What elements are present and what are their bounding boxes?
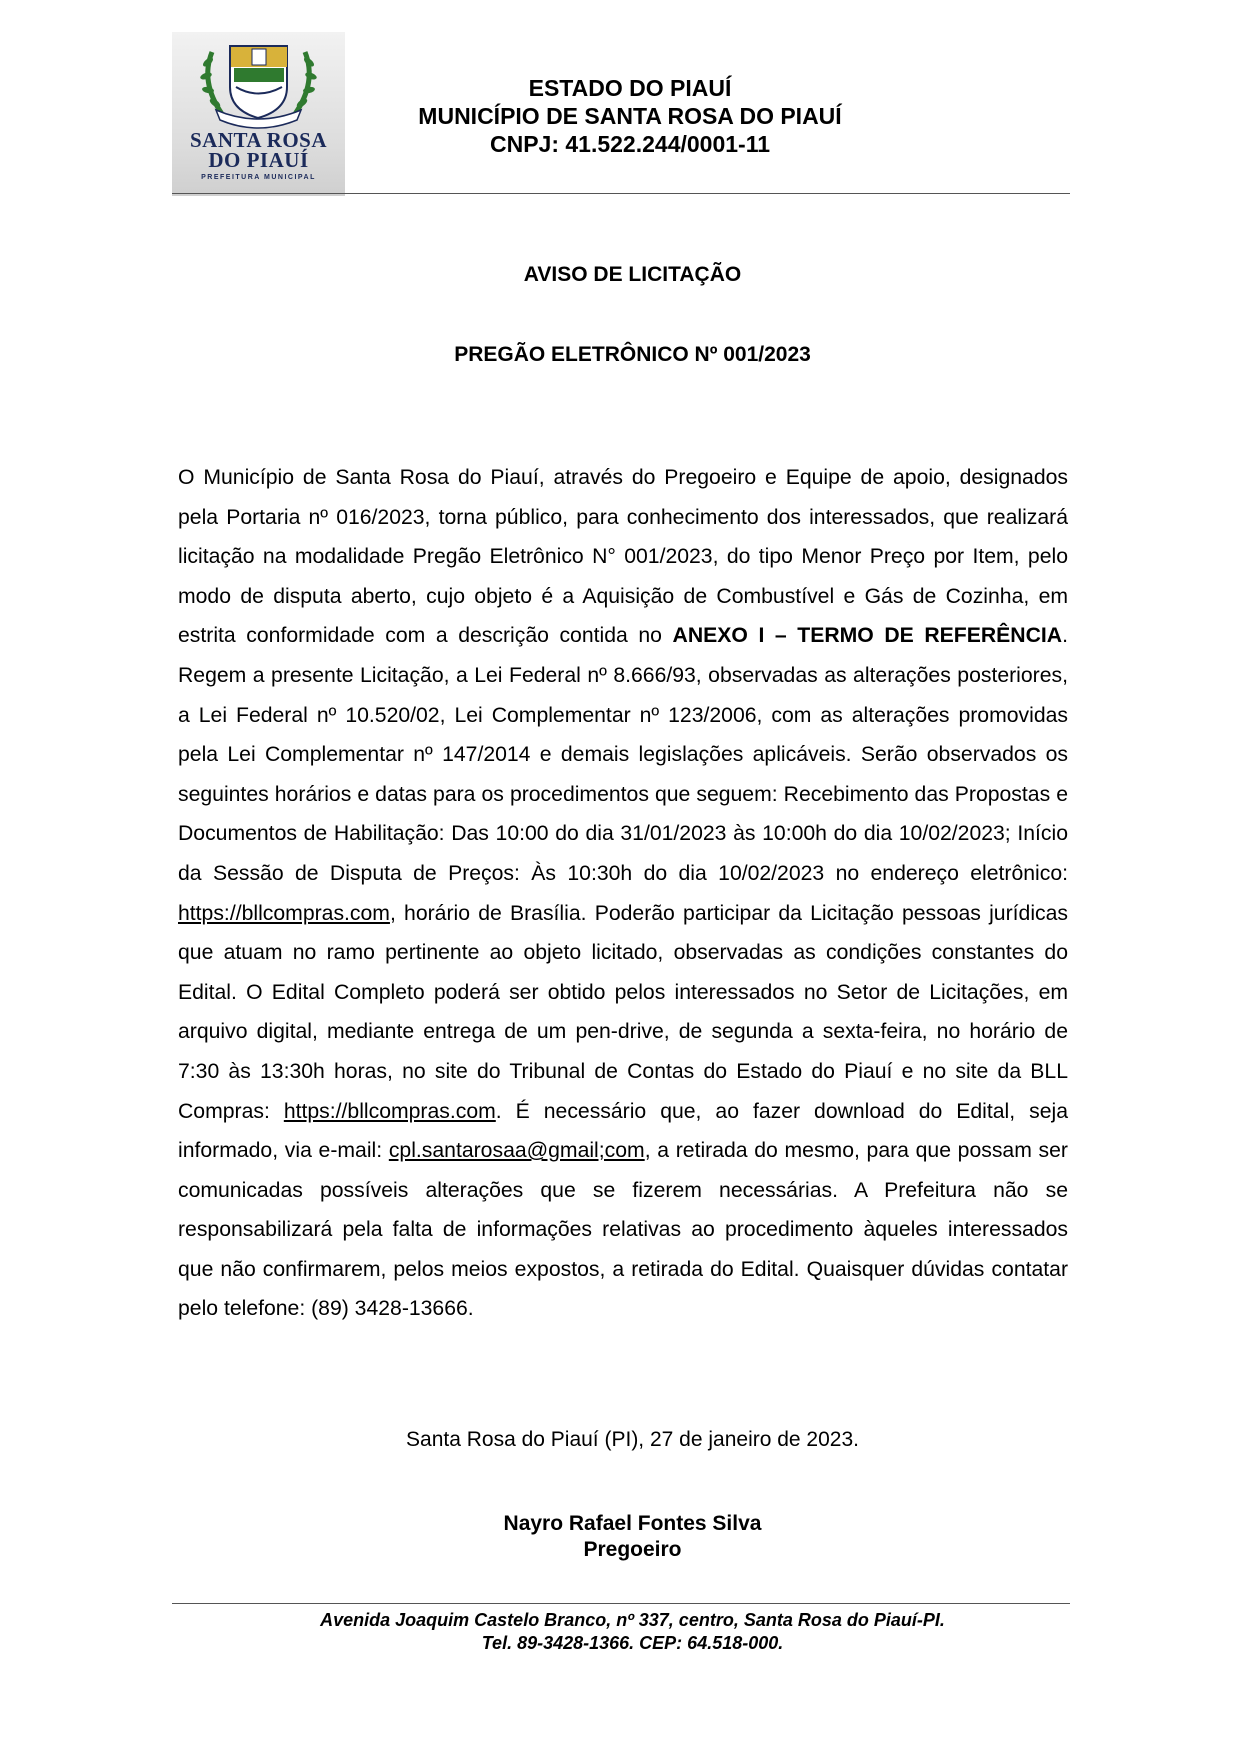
municipal-logo [172, 32, 345, 196]
email-link[interactable]: cpl.santarosaa@gmail;com [388, 1139, 645, 1163]
body-text-1: O Município de Santa Rosa do Piauí, através do Pregoeiro e Equipe de apoio, designados pela Portaria nº 016/2023, torna público, para conhecimento dos interessados, que realizará licitação na modalidade Pregão Eletrônico N° 001/2023, do tipo Menor Preço por Item, pelo modo de disputa aberto, cujo objeto é a Aquisição de Combustível e Gás de Cozinha, em estrita conformidade com a descrição contida no [178, 466, 1068, 648]
document-subtitle: PREGÃO ELETRÔNICO Nº 001/2023 [454, 343, 811, 366]
signer-name: Nayro Rafael Fontes Silva [503, 1512, 762, 1535]
logo-line-3: PREFEITURA MUNICIPAL [201, 174, 316, 181]
header-cnpj: CNPJ: 41.522.244/0001-11 [489, 131, 771, 157]
bllcompras-link-1[interactable]: https://bllcompras.com [178, 901, 390, 925]
notice-body [178, 458, 1068, 1329]
annex-reference: ANEXO I – TERMO DE REFERÊNCIA [672, 624, 1063, 648]
document-title: AVISO DE LICITAÇÃO [523, 263, 742, 286]
bllcompras-link-2[interactable]: https://bllcompras.com [283, 1099, 496, 1123]
header-state: ESTADO DO PIAUÍ [528, 75, 732, 101]
body-text-5: , a retirada do mesmo, para que possam ser comunicadas possíveis alterações que se fizerem necessárias. A Prefeitura não se responsabilizará pela falta de informações relativas ao procedimento àqueles interessados que não confirmarem, pelos meios expostos, a retirada do Edital. Quaisquer dúvidas contatar pelo telefone: (89) 3428-13666. [178, 1139, 1068, 1321]
footer-divider [172, 1603, 1070, 1604]
coat-of-arms-icon [172, 32, 345, 132]
logo-line-2: DO PIAUÍ [208, 148, 309, 172]
signer-role: Pregoeiro [583, 1538, 682, 1561]
dateline: Santa Rosa do Piauí (PI), 27 de janeiro de 2023. [406, 1428, 859, 1451]
logo-line-1: SANTA ROSA [189, 128, 328, 152]
body-text-4: . É necessário que, ao fazer download do Edital, seja informado, via e-mail: [178, 1099, 1068, 1163]
footer-address: Avenida Joaquim Castelo Branco, nº 337, centro, Santa Rosa do Piauí-PI. [320, 1610, 945, 1630]
header-divider [172, 193, 1070, 194]
header-municipality: MUNICÍPIO DE SANTA ROSA DO PIAUÍ [418, 103, 842, 129]
footer-contact: Tel. 89-3428-1366. CEP: 64.518-000. [481, 1633, 784, 1653]
body-text-2: . Regem a presente Licitação, a Lei Federal nº 8.666/93, observadas as alterações posteriores, a Lei Federal nº 10.520/02, Lei Complementar nº 123/2006, com as alterações promovidas pela Lei Complementar nº 147/2014 e demais legislações aplicáveis. Serão observados os seguintes horários e datas para os procedimentos que seguem: Recebimento das Propostas e Documentos de Habilitação: Das 10:00 do dia 31/01/2023 às 10:00h do dia 10/02/2023; Início da Sessão de Disputa de Preços: Às 10:30h do dia 10/02/2023 no endereço eletrônico: [178, 624, 1068, 885]
body-text-3: , horário de Brasília. Poderão participar da Licitação pessoas jurídicas que atuam no ramo pertinente ao objeto licitado, observadas as condições constantes do Edital. O Edital Completo poderá ser obtido pelos interessados no Setor de Licitações, em arquivo digital, mediante entrega de um pen-drive, de segunda a sexta-feira, no horário de 7:30 às 13:30h horas, no site do Tribunal de Contas do Estado do Piauí e no site da BLL Compras: [178, 901, 1068, 1123]
